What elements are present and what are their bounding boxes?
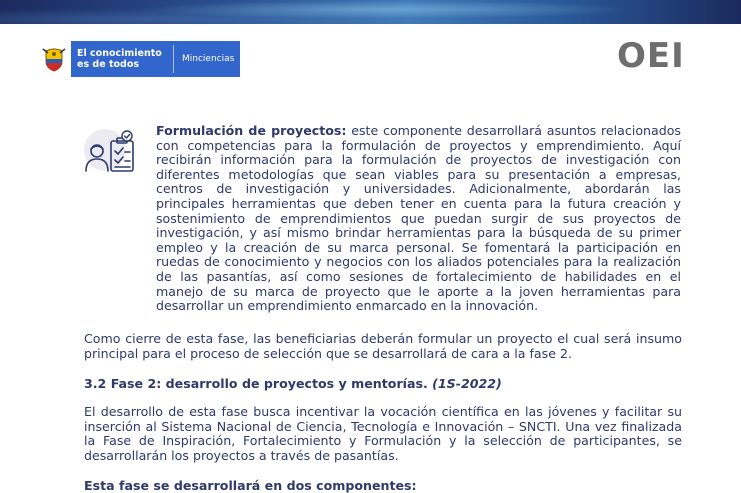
fase2-paragraph: El desarrollo de esta fase busca incentivar la vocación científica en las jóvenes y facilitar su inserción al Sistema Nacional de Ciencia, Tecnología e Innovación – SNCTI. Una vez finalizada la Fase de Inspiración, Fortalecimiento y Formulación y la selección de participantes, se desarrollarán los proyectos a través de pasantías.: [84, 404, 682, 463]
gov-logo-line2: es de todos: [77, 59, 140, 70]
formulacion-paragraph: [156, 124, 681, 314]
formulacion-title: Formulación de proyectos:: [156, 123, 347, 138]
gov-logo-text: [71, 41, 173, 77]
coat-of-arms-icon: [37, 41, 71, 77]
section-heading-fase2: [84, 376, 502, 391]
cierre-paragraph: Como cierre de esta fase, las beneficiarias deberán formular un proyecto el cual será insumo principal para el proceso de selección que se desarrollará de cara a la fase 2.: [84, 331, 682, 361]
government-logo: [37, 41, 240, 77]
formulacion-body: este componente desarrollará asuntos relacionados con competencias para la formulación de proyectos y emprendimiento. Aquí recibirán información para la formulación de proyectos de investigación con diferentes metodologías que sean viables para su presentación a empresas, centros de investigación y universidades. Adicionalmente, abordarán las principales herramientas que deben tener en cuenta para la futura creación y sostenimiento de emprendimientos que puedan surgir de sus proyectos de investigación, y así mismo brindar herramientas para la búsqueda de su primer empleo y la creación de su marca personal. Se fomentará la participación en ruedas de conocimiento y negocios con los aliados potenciales para la realización de las pasantías, así como sesiones de fortalecimiento de habilidades en el manejo de su marca de proyecto que le aporte a la joven herramientas para desarrollar un emprendimiento enmarcado en la innovación.: [156, 123, 681, 314]
components-intro-line: Esta fase se desarrollará en dos componentes:: [84, 478, 417, 493]
ministry-name: Minciencias: [182, 54, 235, 64]
oei-logo: OEI: [617, 36, 685, 76]
fase2-date: (1S-2022): [432, 376, 502, 391]
header-banner: [0, 0, 741, 24]
fase2-title: 3.2 Fase 2: desarrollo de proyectos y mentorías.: [84, 376, 428, 391]
person-checklist-icon: [83, 126, 137, 180]
gov-logo-line1: El conocimiento: [77, 48, 162, 59]
